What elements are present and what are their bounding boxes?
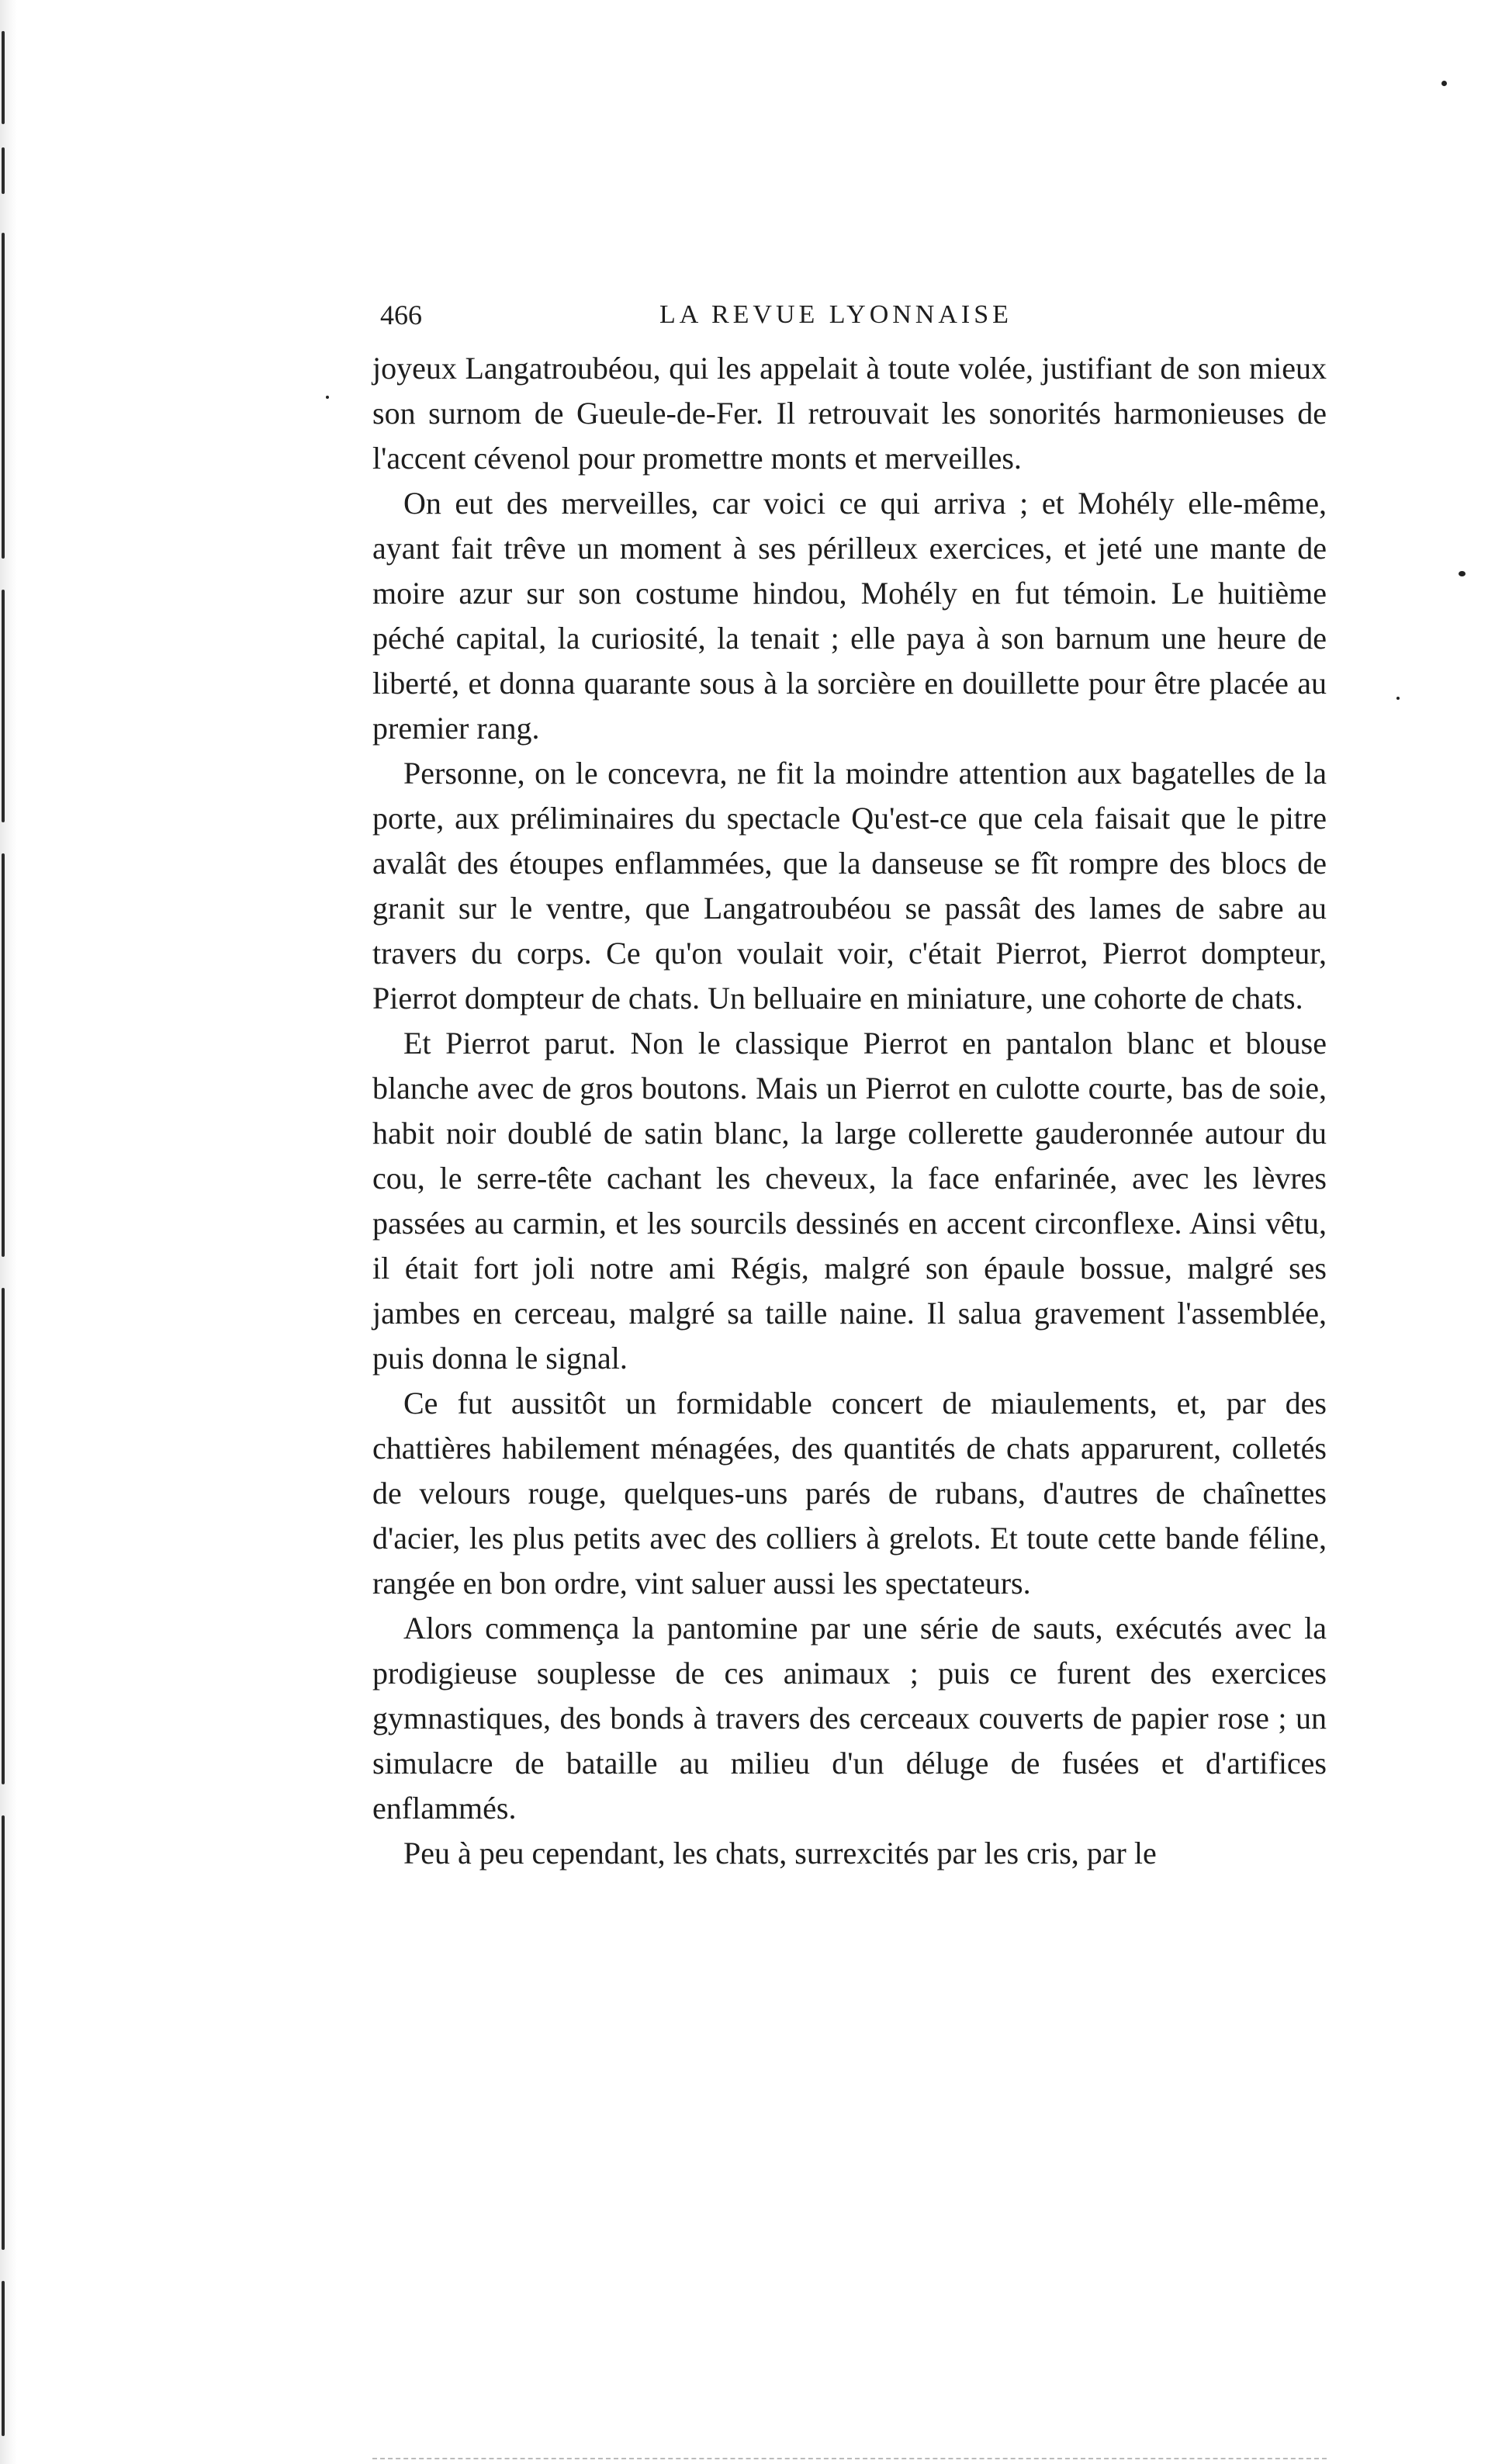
running-title: LA REVUE LYONNAISE xyxy=(659,300,1012,329)
page-binding-edge xyxy=(0,0,17,2464)
scan-speck xyxy=(1396,697,1400,700)
paragraph: joyeux Langatroubéou, qui les appelait à toute volée, justifiant de son mieux son surnom de Gueule-de-Fer. Il retrouvait les sonorités harmonieuses de l'accent cévenol pour promettre monts et merveilles. xyxy=(372,351,1327,476)
scan-speck xyxy=(326,396,329,399)
bottom-edge-rule xyxy=(372,2458,1327,2459)
paragraph: Ce fut aussitôt un formidable concert de miaulements, et, par des chattières habilement ménagées, des quantités de chats apparurent, colletés de velours rouge, quelques-uns parés de rubans, d'autres de chaînettes d'acier, les plus petits avec des colliers à grelots. Et toute cette bande féline, rangée en bon ordre, vint saluer aussi les spectateurs. xyxy=(372,1386,1327,1601)
binding-shadow-mark xyxy=(2,1288,5,1784)
binding-shadow-mark xyxy=(2,147,5,194)
paragraph: Personne, on le concevra, ne fit la moindre attention aux bagatelles de la porte, aux préliminaires du spectacle Qu'est-ce que cela faisait que le pitre avalât des étoupes enflammées, que la danseuse se fît rompre des blocs de granit sur le ventre, que Langatroubéou se passât des lames de sabre au travers du corps. Ce qu'on voulait voir, c'était Pierrot, Pierrot dompteur, Pierrot dompteur de chats. Un belluaire en miniature, une cohorte de chats. xyxy=(372,756,1327,1016)
scan-speck xyxy=(1441,81,1447,86)
paragraph: On eut des merveilles, car voici ce qui arriva ; et Mohély elle-même, ayant fait trêve un moment à ses périlleux exercices, et jeté une mante de moire azur sur son costume hindou, Mohély en fut témoin. Le huitième péché capital, la curiosité, la tenait ; elle paya à son barnum une heure de liberté, et donna quarante sous à la sorcière en douillette pour être placée au premier rang. xyxy=(372,486,1327,746)
binding-shadow-mark xyxy=(2,31,5,124)
page-header xyxy=(380,293,1327,337)
page-number: 466 xyxy=(380,299,422,330)
scan-speck xyxy=(1459,571,1466,576)
binding-shadow-mark xyxy=(2,2281,5,2436)
binding-shadow-mark xyxy=(2,853,5,1257)
binding-shadow-mark xyxy=(2,1815,5,2250)
paragraph: Et Pierrot parut. Non le classique Pierrot en pantalon blanc et blouse blanche avec de gros boutons. Mais un Pierrot en culotte courte, bas de soie, habit noir doublé de satin blanc, la large collerette gauderonnée autour du cou, le serre-tête cachant les cheveux, la face enfarinée, avec les lèvres passées au carmin, et les sourcils dessinés en accent circonflexe. Ainsi vêtu, il était fort joli notre ami Régis, malgré son épaule bossue, malgré ses jambes en cerceau, malgré sa taille naine. Il salua gravement l'assemblée, puis donna le signal. xyxy=(372,1026,1327,1376)
binding-shadow-mark xyxy=(2,233,5,559)
paragraph: Peu à peu cependant, les chats, surrexcités par les cris, par le xyxy=(403,1836,1157,1870)
body-text xyxy=(372,346,1327,1876)
paragraph: Alors commença la pantomine par une série de sauts, exécutés avec la prodigieuse souplesse de ces animaux ; puis ce furent des exercices gymnastiques, des bonds à travers des cerceaux couverts de papier rose ; un simulacre de bataille au milieu d'un déluge de fusées et d'artifices enflammés. xyxy=(372,1611,1327,1826)
binding-shadow-mark xyxy=(2,590,5,822)
